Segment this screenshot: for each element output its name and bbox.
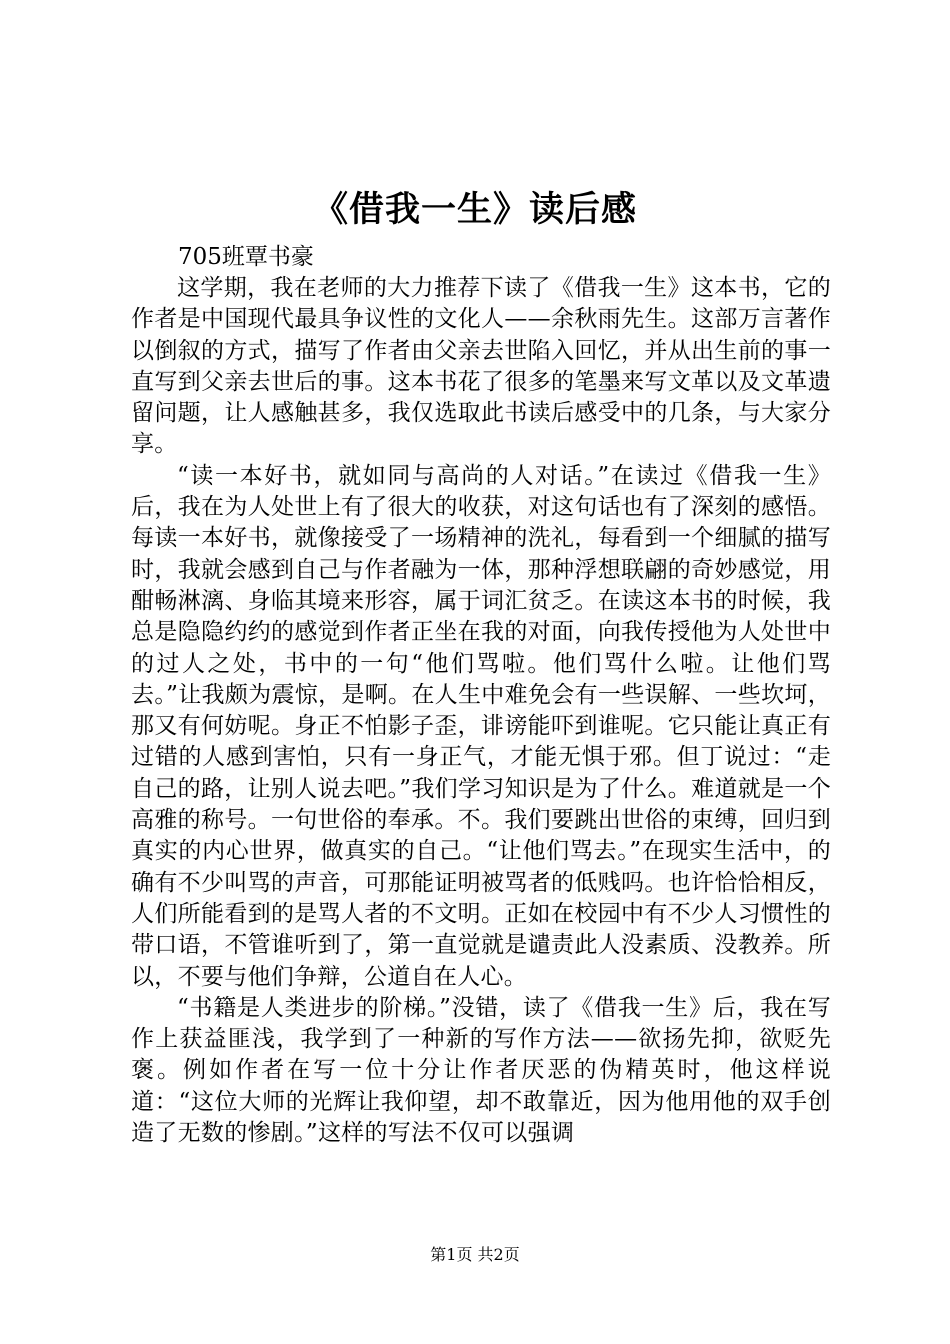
paragraph: “书籍是人类进步的阶梯。”没错，读了《借我一生》后，我在写作上获益匪浅，我学到了一种新的写作方法——欲扬先抑，欲贬先褒。例如作者在写一位十分让作者厌恶的伪精英时，他这样说道：“这位大师的光辉让我仰望，却不敢靠近，因为他用他的双手创造了无数的惨剧。”这样的写法不仅可以强调: [131, 994, 831, 1147]
document-body: [131, 273, 831, 1149]
page-footer: 第1页 共2页: [430, 1245, 520, 1264]
paragraph: “读一本好书，就如同与高尚的人对话。”在读过《借我一生》后，我在为人处世上有了很大的收获，对这句话也有了深刻的感悟。每读一本好书，就像接受了一场精神的洗礼，每看到一个细腻的描写时，我就会感到自己与作者融为一体，那种浮想联翩的奇妙感觉，用酣畅淋漓、身临其境来形容，属于词汇贫乏。在读这本书的时候，我总是隐隐约约的感觉到作者正坐在我的对面，向我传授他为人处世中的过人之处，书中的一句“他们骂啦。他们骂什么啦。让他们骂去。”让我颇为震惊，是啊。在人生中难免会有一些误解、一些坎坷，那又有何妨呢。身正不怕影子歪，诽谤能吓到谁呢。它只能让真正有过错的人感到害怕，只有一身正气，才能无惧于邪。但丁说过：“走自己的路，让别人说去吧。”我们学习知识是为了什么。难道就是一个高雅的称号。一句世俗的奉承。不。我们要跳出世俗的束缚，回归到真实的内心世界，做真实的自己。“让他们骂去。”在现实生活中，的确有不少叫骂的声音，可那能证明被骂者的低贱吗。也许恰恰相反，人们所能看到的是骂人者的不文明。正如在校园中有不少人习惯性的带口语，不管谁听到了，第一直觉就是谴责此人没素质、没教养。所以，不要与他们争辩，公道自在人心。: [131, 462, 831, 990]
document-title: 《借我一生》读后感: [312, 189, 637, 230]
author-line: 705班覃书豪: [178, 244, 314, 270]
paragraph: 这学期，我在老师的大力推荐下读了《借我一生》这本书，它的作者是中国现代最具争议性的文化人——余秋雨先生。这部万言著作以倒叙的方式，描写了作者由父亲去世陷入回忆，并从出生前的事一直写到父亲去世后的事。这本书花了很多的笔墨来写文革以及文革遗留问题，让人感触甚多，我仅选取此书读后感受中的几条，与大家分享。: [131, 275, 831, 458]
